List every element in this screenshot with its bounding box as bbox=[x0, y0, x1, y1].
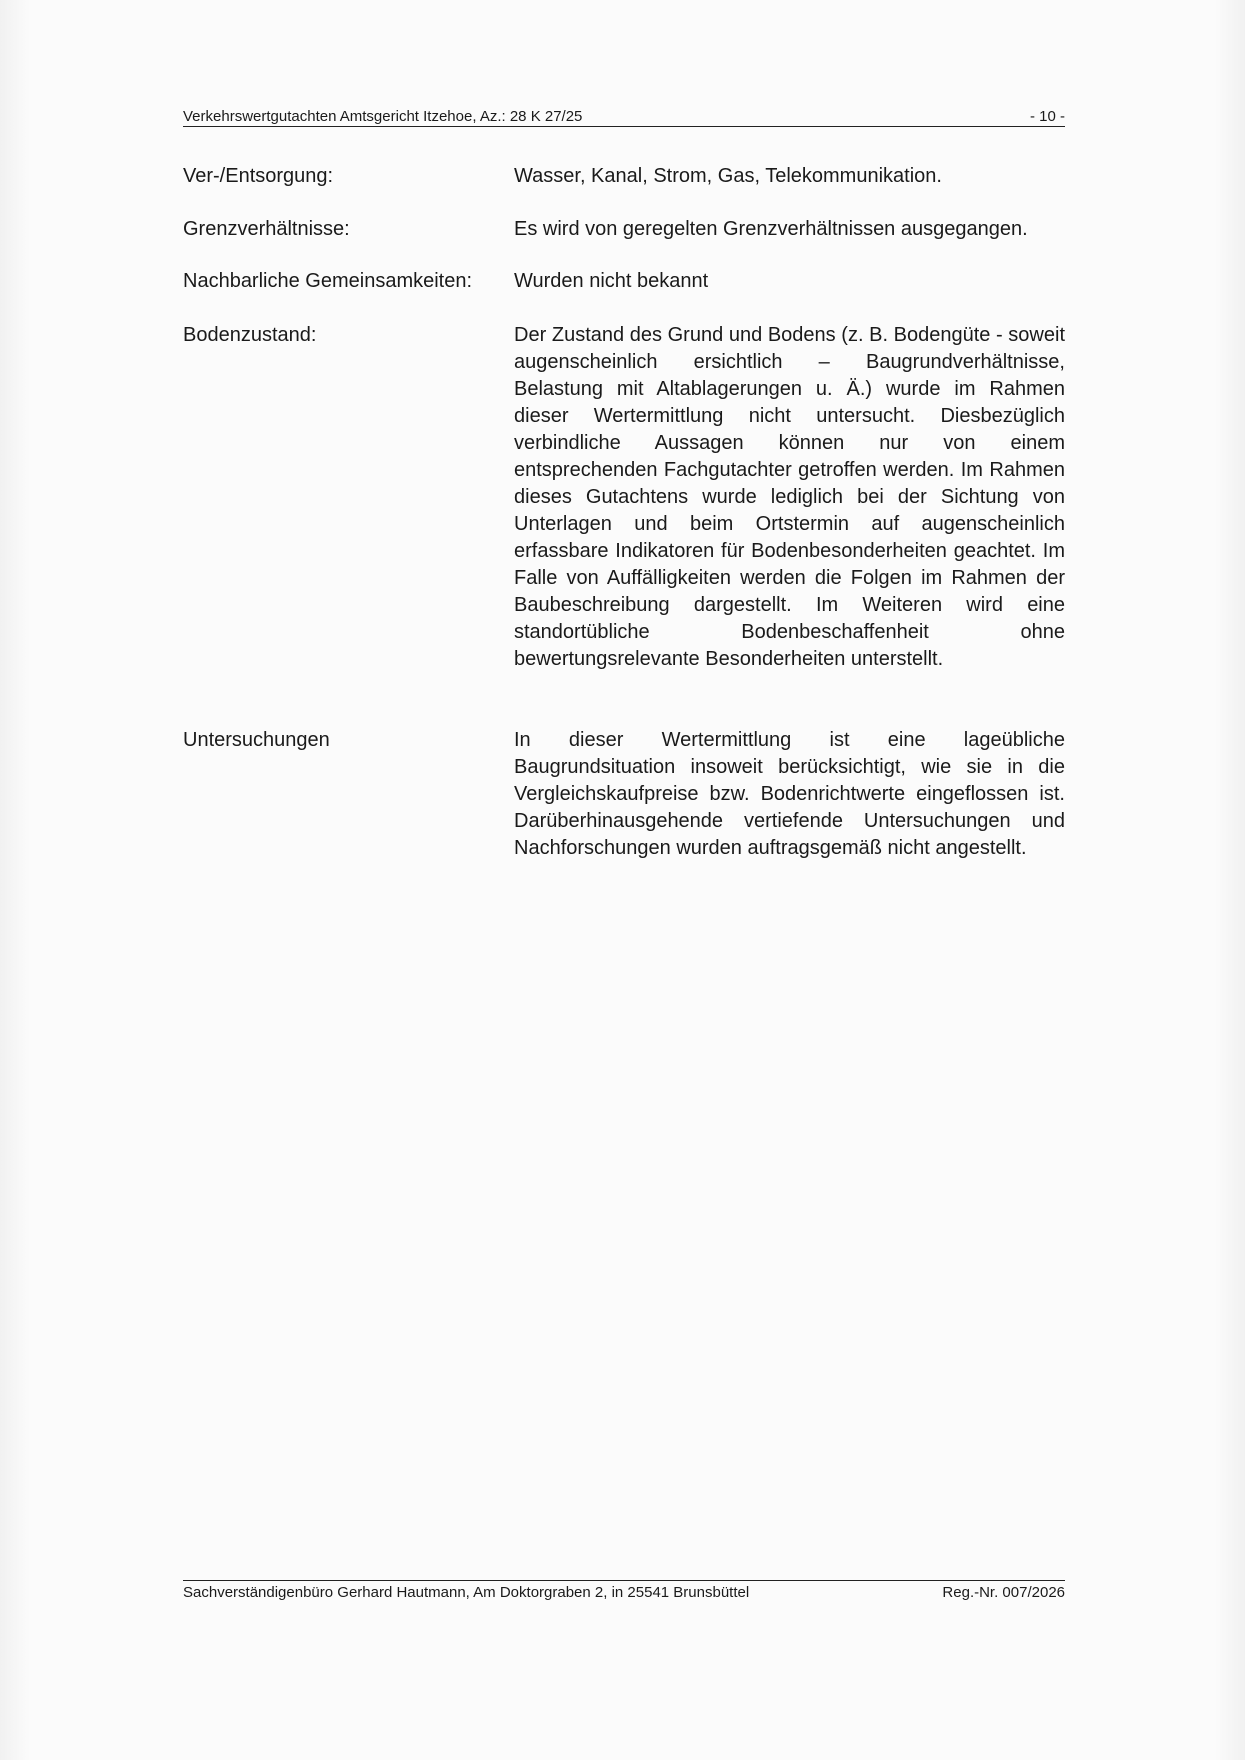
footer-office: Sachverständigenbüro Gerhard Hautmann, Am Doktorgraben 2, in 25541 Brunsbüttel bbox=[183, 1584, 750, 1601]
row-value: Wasser, Kanal, Strom, Gas, Telekommunikation. bbox=[514, 165, 942, 187]
footer-reg-number: Reg.-Nr. 007/2026 bbox=[942, 1584, 1065, 1601]
row-value: In dieser Wertermittlung ist eine lageübliche Baugrundsituation insoweit berücksichtigt, wie sie in die Vergleichskaufpreise bzw. Bodenrichtwerte eingeflossen ist. Darüberhinausgehende vertiefende Untersuchungen und Nachforschungen wurden auftragsgemäß nicht angestellt. bbox=[514, 729, 1065, 859]
row-label: Nachbarliche Gemeinsamkeiten: bbox=[183, 270, 473, 292]
row-value: Der Zustand des Grund und Bodens (z. B. Bodengüte - soweit augenscheinlich ersichtlich – Baugrundverhältnisse, Belastung mit Altablagerungen u. Ä.) wurde im Rahmen dieser Wertermittlung nicht untersucht. Diesbezüglich verbindliche Aussagen können nur von einem entsprechenden Fachgutachter getroffen werden. Im Rahmen dieses Gutachtens wurde lediglich bei der Sichtung von Unterlagen und beim Ortstermin auf augenscheinlich erfassbare Indikatoren für Bodenbesonderheiten geachtet. Im Falle von Auffälligkeiten werden die Folgen im Rahmen der Baubeschreibung dargestellt. Im Weiteren wird eine standortübliche Bodenbeschaffenheit ohne bewertungsrelevante Besonderheiten unterstellt. bbox=[514, 324, 1065, 670]
row-label: Grenzverhältnisse: bbox=[183, 218, 350, 240]
page-footer bbox=[183, 1580, 1065, 1601]
header-title: Verkehrswertgutachten Amtsgericht Itzehoe, Az.: 28 K 27/25 bbox=[183, 108, 583, 125]
row-label: Untersuchungen bbox=[183, 729, 330, 751]
row-label: Ver-/Entsorgung: bbox=[183, 165, 334, 187]
row-value: Es wird von geregelten Grenzverhältnissen ausgegangen. bbox=[514, 218, 1028, 240]
page-header bbox=[183, 104, 1065, 127]
row-label: Bodenzustand: bbox=[183, 324, 317, 346]
page-number: - 10 - bbox=[1029, 108, 1065, 125]
row-value: Wurden nicht bekannt bbox=[514, 270, 709, 292]
